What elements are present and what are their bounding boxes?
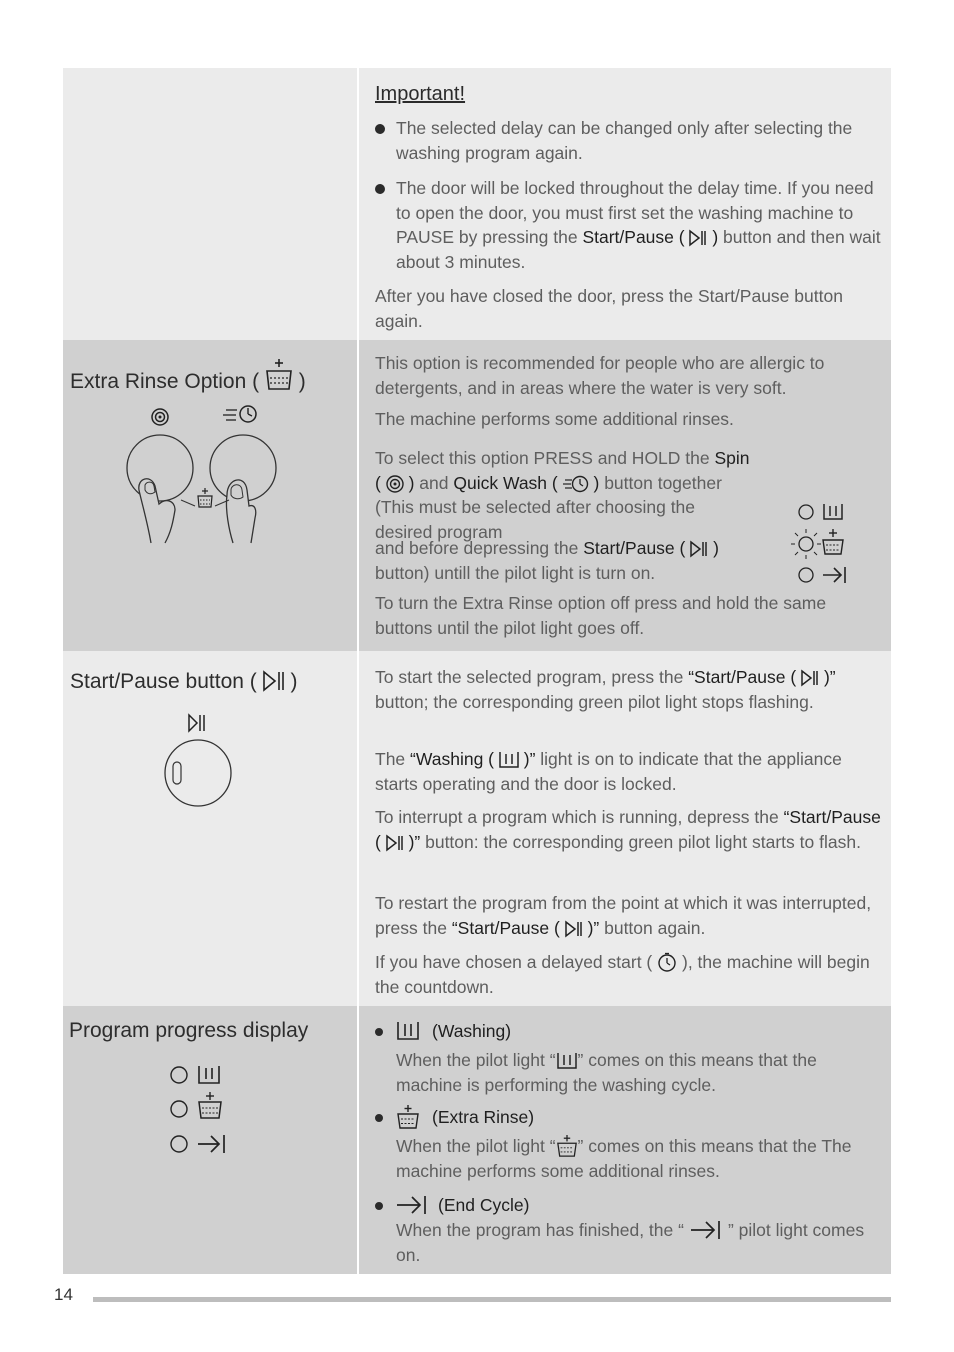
- washing-pilot-light: [171, 1066, 219, 1083]
- start-pause-p3: To interrupt a program which is running, depress the “Start/Pause ( )” button: the corresponding green pilot light starts to flash.: [375, 807, 881, 852]
- bullet: [375, 1114, 383, 1122]
- extra-rinse-icon: [556, 1135, 578, 1157]
- delay-clock-icon: [657, 952, 677, 972]
- end-cycle-icon: [396, 1195, 428, 1215]
- extra-rinse-icon: [265, 359, 293, 391]
- spin-icon: [152, 409, 168, 425]
- extra-rinse-left-cell: [63, 340, 359, 651]
- start-pause-p4: To restart the program from the point at which it was interrupted, press the “Start/Pause ( )” button again.: [375, 893, 872, 938]
- extra-rinse-pilot-light-lit: [791, 529, 843, 559]
- washing-icon: [556, 1052, 578, 1070]
- extra-rinse-heading: Extra Rinse Option ( ): [70, 359, 306, 394]
- extra-rinse-description: When the pilot light “ ” comes on this means that the The machine performs some additional rinses.: [396, 1136, 852, 1181]
- spin-icon: [386, 475, 404, 493]
- extra-rinse-icon: [396, 1105, 420, 1129]
- quick-wash-icon: [563, 475, 589, 493]
- important-right-cell: [359, 68, 891, 340]
- end-cycle-label: (End Cycle): [396, 1193, 881, 1218]
- end-cycle-icon: [690, 1220, 722, 1240]
- bullet: [375, 1028, 383, 1036]
- start-pause-icon: [801, 669, 819, 687]
- bullet: [375, 124, 385, 134]
- page-number: 14: [54, 1285, 73, 1304]
- footer-rule: [93, 1297, 891, 1302]
- washing-pilot-light: [799, 504, 842, 519]
- start-pause-right-cell: [359, 651, 891, 1006]
- quick-wash-icon: [223, 406, 256, 422]
- extra-rinse-icon: [198, 488, 212, 507]
- start-pause-icon: [263, 670, 285, 692]
- extra-rinse-p1: This option is recommended for people who are allergic to detergents, and in areas where the water is very soft.: [375, 353, 825, 398]
- start-pause-icon: [189, 715, 204, 731]
- washing-description: When the pilot light “ ” comes on this means that the machine is performing the washing cycle.: [396, 1050, 817, 1095]
- washing-label: (Washing): [396, 1019, 881, 1044]
- extra-rinse-right-cell: [359, 340, 891, 651]
- extra-rinse-p3: To select this option PRESS and HOLD the Spin ( ) and Quick Wash ( ) button together (This must be selected after choosing the desired program: [375, 448, 750, 542]
- extra-rinse-p2: The machine performs some additional rinses.: [375, 409, 734, 429]
- progress-left-cell: [63, 1006, 359, 1274]
- bullet: [375, 184, 385, 194]
- start-pause-left-cell: [63, 651, 359, 1006]
- start-pause-p5: If you have chosen a delayed start ( ), the machine will begin the countdown.: [375, 952, 870, 997]
- start-pause-icon: [690, 540, 708, 558]
- end-cycle-pilot-light: [799, 567, 845, 583]
- start-pause-heading: Start/Pause button ( ): [70, 670, 298, 693]
- start-pause-p2: The “Washing ( )” light is on to indicate that the appliance starts operating and the door is locked.: [375, 749, 842, 794]
- start-pause-icon: [386, 834, 404, 852]
- important-bullet-1: The selected delay can be changed only after selecting the washing program again.: [396, 118, 853, 163]
- bullet: [375, 1202, 383, 1210]
- progress-right-cell: [359, 1006, 891, 1274]
- extra-rinse-row: [63, 340, 891, 651]
- extra-rinse-label: (Extra Rinse): [396, 1105, 881, 1130]
- progress-lights-illustration: [167, 1061, 237, 1161]
- washing-icon: [396, 1021, 420, 1041]
- progress-heading: Program progress display: [69, 1019, 309, 1042]
- important-paragraph: After you have closed the door, press the Start/Pause button again.: [375, 286, 843, 331]
- end-cycle-description: When the program has finished, the “ ” pilot light comes on.: [396, 1220, 865, 1265]
- important-row: [63, 68, 891, 340]
- start-pause-icon: [689, 229, 707, 247]
- two-button-press-illustration: [123, 400, 293, 550]
- progress-row: [63, 1006, 891, 1274]
- extra-rinse-p5: To turn the Extra Rinse option off press and hold the same buttons until the pilot light goes off.: [375, 593, 827, 638]
- important-left-cell: [63, 68, 359, 340]
- important-title: Important!: [375, 83, 466, 105]
- important-bullet-2: The door will be locked throughout the delay time. If you need to open the door, you must first set the washing machine to PAUSE by pressing the Start/Pause ( ) button and then wait about 3 minutes.: [396, 178, 881, 272]
- washing-icon: [499, 751, 519, 769]
- start-pause-button-illustration: [163, 713, 233, 809]
- pilot-lights-panel: [787, 500, 857, 590]
- start-pause-p1: To start the selected program, press the “Start/Pause ( )” button; the corresponding green pilot light stops flashing.: [375, 667, 836, 712]
- start-pause-row: [63, 651, 891, 1006]
- extra-rinse-pilot-light: [171, 1092, 221, 1118]
- end-cycle-pilot-light: [171, 1135, 224, 1153]
- extra-rinse-p4: and before depressing the Start/Pause ( ) button) untill the pilot light is turn on.: [375, 538, 719, 583]
- start-pause-icon: [565, 920, 583, 938]
